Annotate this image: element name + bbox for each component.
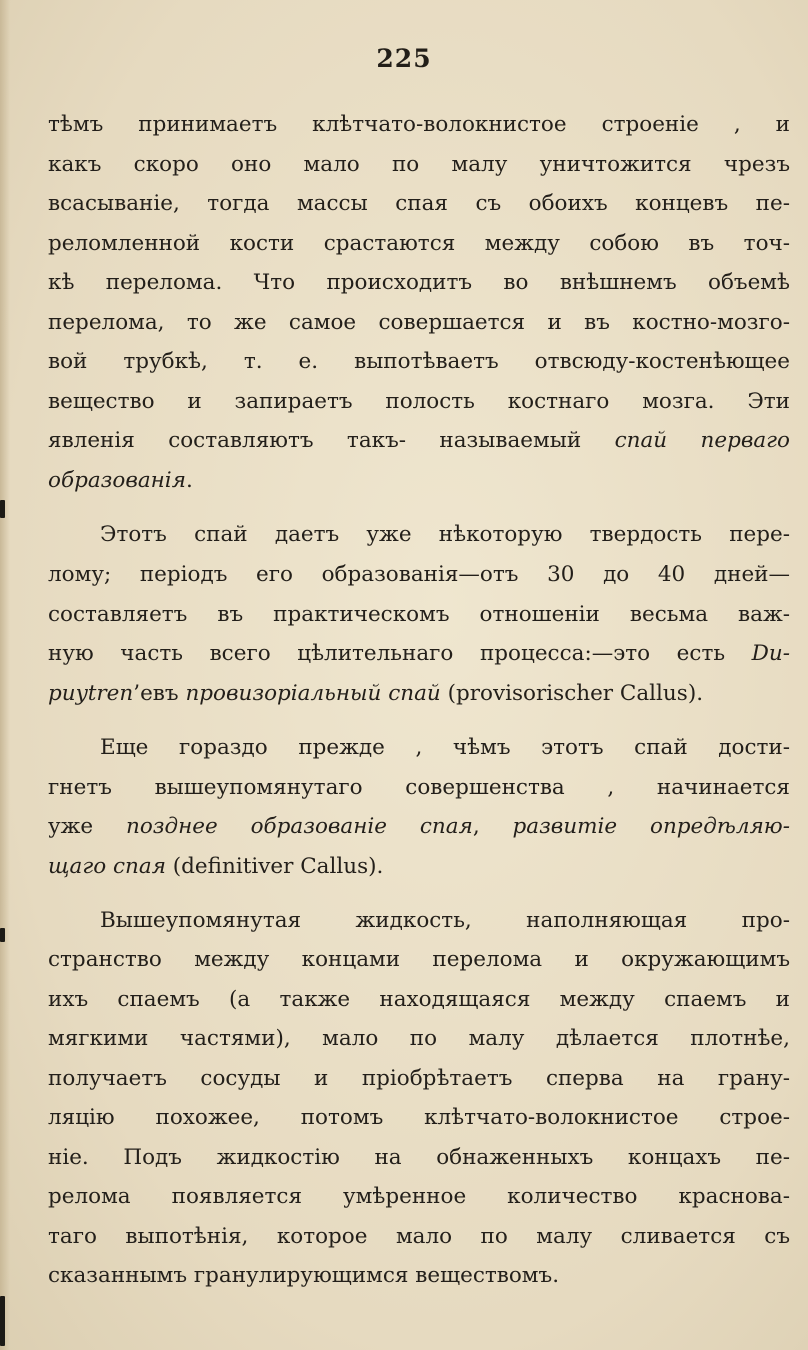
text-run: ніе. Подъ жидкостію на обнаженныхъ концахъ пе-	[48, 1145, 790, 1170]
italic-term: Du-	[751, 641, 790, 666]
text-line	[48, 466, 790, 496]
text-run: реломленной кости срастаются между собою въ точ-	[48, 231, 790, 256]
text-run: релома появляется умѣренное количество краснова-	[48, 1184, 790, 1209]
text-run: странство между концами перелома и окружающимъ	[48, 947, 790, 972]
page-number: 225	[376, 44, 432, 73]
text-run: .	[185, 468, 193, 493]
text-line	[48, 347, 790, 377]
page-edge-shadow	[0, 0, 10, 1350]
text-run: вой трубкѣ, т. е. выпотѣваетъ отвсюду-костенѣющее	[48, 349, 790, 374]
text-line	[48, 679, 790, 709]
text-run: явленія составляютъ такъ- называемый	[48, 428, 615, 453]
text-line	[48, 1222, 790, 1252]
text-run: лому; періодъ его образованія—отъ 30 до 40 дней—	[48, 562, 790, 587]
text-run: ную часть всего цѣлительнаго процесса:—это есть	[48, 641, 752, 666]
text-run: уже	[48, 814, 126, 839]
text-line	[48, 773, 790, 803]
text-line	[48, 426, 790, 456]
text-line	[48, 110, 790, 140]
italic-term: провизоріальный спай	[185, 681, 441, 706]
text-line	[48, 308, 790, 338]
text-line	[48, 812, 790, 842]
text-line	[48, 1143, 790, 1173]
text-line	[48, 387, 790, 417]
margin-mark	[0, 928, 5, 942]
text-run: сказаннымъ гранулирующимся веществомъ.	[48, 1263, 560, 1288]
text-line	[48, 1182, 790, 1212]
text-run: (provisorischer Callus).	[440, 681, 704, 706]
text-line	[48, 1024, 790, 1054]
text-run: тѣмъ принимаетъ клѣтчато-волокнистое строеніе , и	[48, 112, 790, 137]
text-line	[100, 906, 790, 936]
text-line	[48, 229, 790, 259]
text-line	[48, 852, 790, 882]
text-run: мягкими частями), мало по малу дѣлается плотнѣе,	[48, 1026, 790, 1051]
text-line	[48, 150, 790, 180]
text-run: ,	[472, 814, 513, 839]
italic-term: щаго спая	[48, 854, 166, 879]
text-line	[48, 600, 790, 630]
text-line	[48, 189, 790, 219]
text-run: перелома, то же самое совершается и въ костно-мозго-	[48, 310, 790, 335]
text-line	[48, 639, 790, 669]
margin-mark	[0, 1296, 5, 1346]
text-run: таго выпотѣнія, которое мало по малу сливается съ	[48, 1224, 790, 1249]
text-run: (definitiver Callus).	[165, 854, 384, 879]
text-line	[100, 733, 790, 763]
margin-mark	[0, 500, 5, 518]
text-line	[48, 1064, 790, 1094]
text-line	[48, 1261, 790, 1291]
text-line	[48, 560, 790, 590]
text-run: всасываніе, тогда массы спая съ обоихъ концевъ пе-	[48, 191, 790, 216]
text-line	[48, 945, 790, 975]
italic-term: спай перваго	[614, 428, 790, 453]
italic-term: образованія	[48, 468, 186, 493]
text-run: гнетъ вышеупомянутаго совершенства , начинается	[48, 775, 790, 800]
italic-term: позднее образованіе спая	[126, 814, 473, 839]
text-run: вещество и запираетъ полость костнаго мозга. Эти	[48, 389, 790, 414]
text-run: какъ скоро оно мало по малу уничтожится чрезъ	[48, 152, 790, 177]
text-run: ’евъ	[133, 681, 186, 706]
italic-term: развитіе опредѣляю-	[512, 814, 790, 839]
text-line	[48, 985, 790, 1015]
text-line	[48, 1103, 790, 1133]
text-run: Еще гораздо прежде , чѣмъ этотъ спай дости-	[100, 735, 790, 760]
text-run: получаетъ сосуды и пріобрѣтаетъ сперва на грану-	[48, 1066, 790, 1091]
text-run: ляцію похожее, потомъ клѣтчато-волокнистое строе-	[48, 1105, 790, 1130]
text-line	[100, 520, 790, 550]
text-run: составляетъ въ практическомъ отношеніи весьма важ-	[48, 602, 790, 627]
italic-term: puytren	[48, 681, 134, 706]
text-run: кѣ перелома. Что происходитъ во внѣшнемъ объемѣ	[48, 270, 790, 295]
text-run: ихъ спаемъ (а также находящаяся между спаемъ и	[48, 987, 790, 1012]
text-run: Вышеупомянутая жидкость, наполняющая про-	[100, 908, 790, 933]
text-line	[48, 268, 790, 298]
text-run: Этотъ спай даетъ уже нѣкоторую твердость пере-	[100, 522, 790, 547]
